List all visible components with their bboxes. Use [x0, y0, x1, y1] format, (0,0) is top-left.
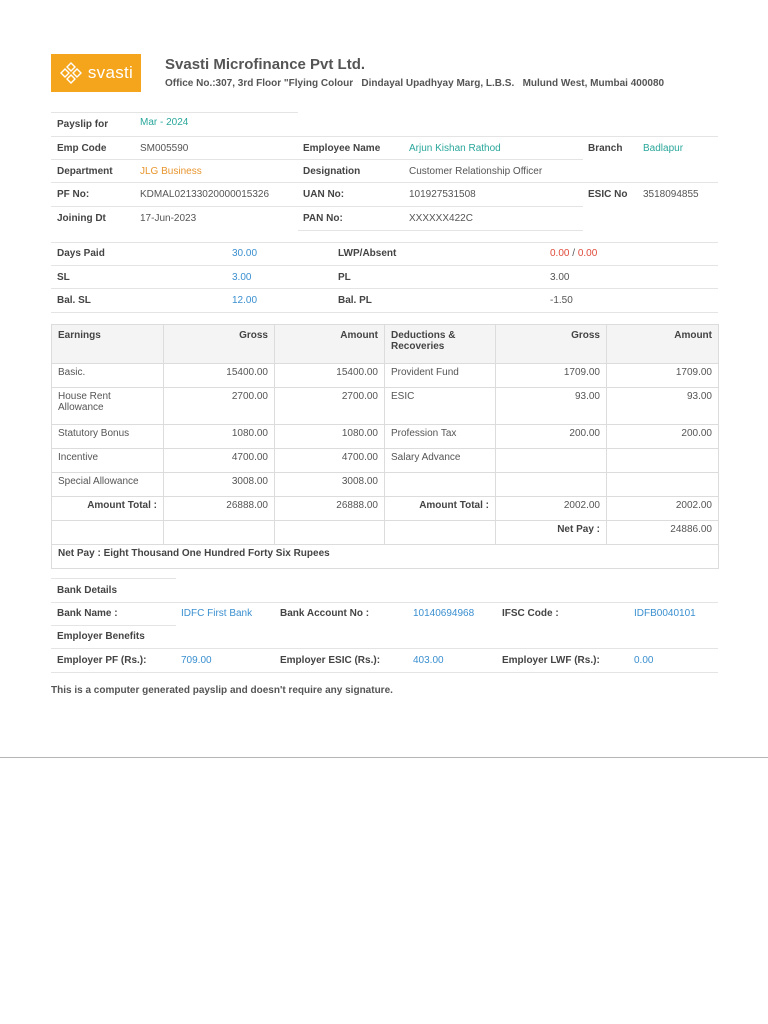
absent-value: 0.00 [577, 248, 598, 259]
deduction-label: Provident Fund [385, 364, 496, 388]
emp-code-value: SM005590 [140, 143, 189, 154]
earnings-total-gross: 26888.00 [164, 497, 275, 521]
net-pay-words: Net Pay : Eight Thousand One Hundred Forty Six Rupees [52, 545, 719, 569]
earning-gross: 2700.00 [164, 388, 275, 425]
deduction-amount [607, 449, 719, 473]
divider [51, 182, 583, 183]
earning-label: Incentive [52, 449, 164, 473]
earning-gross: 1080.00 [164, 425, 275, 449]
earnings-header: Earnings [52, 325, 164, 364]
divider [298, 230, 583, 231]
deductions-gross-header: Gross [496, 325, 607, 364]
divider [51, 159, 583, 160]
deduction-label [385, 473, 496, 497]
divider [51, 112, 298, 113]
company-name: Svasti Microfinance Pvt Ltd. [165, 56, 366, 73]
deductions-total-label: Amount Total : [385, 497, 496, 521]
earning-gross: 15400.00 [164, 364, 275, 388]
deduction-gross: 200.00 [496, 425, 607, 449]
pl-value: 3.00 [550, 272, 570, 283]
designation-value: Customer Relationship Officer [409, 166, 543, 177]
earning-label: Basic. [52, 364, 164, 388]
divider [583, 182, 718, 183]
logo-text: svasti [87, 63, 134, 82]
earning-gross: 3008.00 [164, 473, 275, 497]
divider [51, 602, 718, 603]
table-row [52, 425, 719, 449]
bank-name-value: IDFC First Bank [181, 608, 253, 619]
bank-details-heading: Bank Details [57, 585, 118, 596]
earning-amount: 3008.00 [275, 473, 385, 497]
deduction-label: Profession Tax [385, 425, 496, 449]
earnings-gross-header: Gross [164, 325, 275, 364]
table-row [52, 449, 719, 473]
sl-label: SL [57, 272, 70, 283]
divider [51, 288, 718, 289]
deduction-gross: 1709.00 [496, 364, 607, 388]
bank-account-value: 10140694968 [413, 608, 475, 619]
divider [51, 206, 583, 207]
bank-account-label: Bank Account No : [280, 608, 370, 619]
ifsc-label: IFSC Code : [502, 608, 559, 619]
divider [51, 136, 718, 137]
earning-gross: 4700.00 [164, 449, 275, 473]
employer-lwf-value: 0.00 [634, 655, 654, 666]
empty-cell [275, 521, 385, 545]
esic-no-label: ESIC No [588, 189, 628, 200]
sl-value: 3.00 [232, 272, 252, 283]
esic-no-value: 3518094855 [643, 189, 699, 200]
earning-label: Statutory Bonus [52, 425, 164, 449]
employer-lwf-label: Employer LWF (Rs.): [502, 655, 600, 666]
divider [51, 242, 718, 243]
earnings-amount-header: Amount [275, 325, 385, 364]
deduction-amount: 1709.00 [607, 364, 719, 388]
deduction-gross: 93.00 [496, 388, 607, 425]
divider [51, 578, 176, 579]
lwp-absent-value [550, 248, 597, 259]
uan-label: UAN No: [303, 189, 345, 200]
days-paid-value: 30.00 [232, 248, 258, 259]
bal-sl-value: 12.00 [232, 295, 258, 306]
page-separator [0, 757, 768, 758]
deductions-total-amount: 2002.00 [607, 497, 719, 521]
pan-label: PAN No: [303, 213, 343, 224]
earning-label: Special Allowance [52, 473, 164, 497]
branch-label: Branch [588, 143, 623, 154]
deduction-amount: 93.00 [607, 388, 719, 425]
lwp-label: LWP/Absent [338, 248, 397, 259]
company-address: Office No.:307, 3rd Floor "Flying Colour Dindayal Upadhyay Marg, L.B.S. Mulund West, Mumbai 400080 [165, 78, 665, 89]
net-pay-value: 24886.00 [607, 521, 719, 545]
bal-sl-label: Bal. SL [57, 295, 91, 306]
payslip-period: Mar - 2024 [140, 117, 189, 128]
ifsc-value: IDFB0040101 [634, 608, 696, 619]
branch-value: Badlapur [643, 143, 684, 154]
pf-value: KDMAL02133020000015326 [140, 189, 269, 200]
days-paid-label: Days Paid [57, 248, 105, 259]
deductions-total-gross: 2002.00 [496, 497, 607, 521]
deduction-label: Salary Advance [385, 449, 496, 473]
deduction-gross [496, 473, 607, 497]
earnings-total-label: Amount Total : [52, 497, 164, 521]
pl-label: PL [338, 272, 351, 283]
empty-cell [52, 521, 164, 545]
earning-amount: 1080.00 [275, 425, 385, 449]
employee-name-value: Arjun Kishan Rathod [409, 143, 501, 154]
bal-pl-value: -1.50 [550, 295, 573, 306]
uan-value: 101927531508 [409, 189, 476, 200]
deductions-header: Deductions & Recoveries [385, 325, 496, 364]
employee-name-label: Employee Name [303, 143, 381, 154]
payslip-for-label: Payslip for [57, 119, 109, 130]
net-pay-label: Net Pay : [496, 521, 607, 545]
divider [51, 672, 718, 673]
net-pay-words-row [52, 545, 719, 569]
footer-note: This is a computer generated payslip and doesn't require any signature. [51, 685, 393, 696]
deduction-label: ESIC [385, 388, 496, 425]
earnings-total-amount: 26888.00 [275, 497, 385, 521]
deductions-amount-header: Amount [607, 325, 719, 364]
amount-total-row [52, 497, 719, 521]
employer-pf-value: 709.00 [181, 655, 212, 666]
designation-label: Designation [303, 166, 361, 177]
divider [51, 648, 718, 649]
employer-benefits-heading: Employer Benefits [57, 631, 145, 642]
company-logo [51, 54, 141, 92]
deduction-amount: 200.00 [607, 425, 719, 449]
deduction-amount [607, 473, 719, 497]
department-value: JLG Business [140, 166, 202, 177]
divider [51, 265, 718, 266]
empty-cell [385, 521, 496, 545]
employer-esic-value: 403.00 [413, 655, 444, 666]
empty-cell [164, 521, 275, 545]
svasti-logo-icon [59, 61, 83, 85]
lwp-separator: / [572, 248, 576, 259]
department-label: Department [57, 166, 113, 177]
employer-esic-label: Employer ESIC (Rs.): [280, 655, 381, 666]
table-row [52, 473, 719, 497]
pf-label: PF No: [57, 189, 90, 200]
bank-name-label: Bank Name : [57, 608, 118, 619]
earning-amount: 2700.00 [275, 388, 385, 425]
earning-amount: 15400.00 [275, 364, 385, 388]
deduction-gross [496, 449, 607, 473]
employer-pf-label: Employer PF (Rs.): [57, 655, 147, 666]
net-pay-row [52, 521, 719, 545]
joining-date-label: Joining Dt [57, 213, 106, 224]
earning-label: House Rent Allowance [52, 388, 164, 425]
divider [51, 625, 176, 626]
earnings-deductions-table [51, 324, 719, 569]
company-header [165, 56, 664, 89]
pan-value: XXXXXX422C [409, 213, 473, 224]
table-header-row [52, 325, 719, 364]
table-row [52, 388, 719, 425]
table-row [52, 364, 719, 388]
earning-amount: 4700.00 [275, 449, 385, 473]
bal-pl-label: Bal. PL [338, 295, 372, 306]
divider [51, 312, 718, 313]
lwp-value: 0.00 [550, 248, 570, 259]
joining-date-value: 17-Jun-2023 [140, 213, 197, 224]
emp-code-label: Emp Code [57, 143, 107, 154]
